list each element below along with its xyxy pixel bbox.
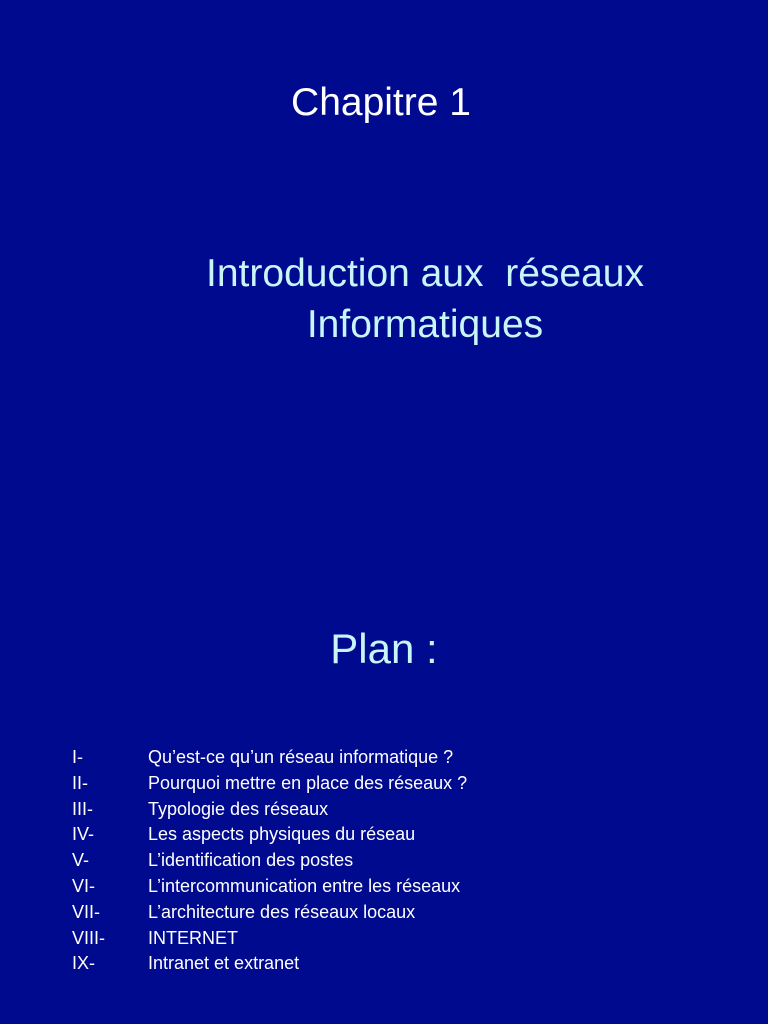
plan-item-9 [72, 951, 752, 977]
plan-item-5 [72, 848, 752, 874]
title-line-2: Informatiques [306, 303, 544, 346]
title-line-1: Introduction aux réseaux [206, 252, 644, 295]
plan-item-text: Les aspects physiques du réseau [148, 824, 416, 845]
plan-item-4 [72, 822, 752, 848]
plan-item-text: Pourquoi mettre en place des réseaux ? [148, 772, 468, 793]
chapter-label: Chapitre 1 [291, 81, 471, 124]
plan-item-text: INTERNET [148, 927, 238, 948]
plan-item-number: III- [72, 798, 93, 819]
plan-item-number: VI- [72, 875, 96, 896]
plan-item-1 [72, 745, 752, 771]
plan-item-text: Intranet et extranet [148, 953, 300, 974]
plan-item-number: II- [72, 772, 88, 793]
plan-item-number: VIII- [72, 927, 106, 948]
plan-item-6 [72, 874, 752, 900]
plan-item-2 [72, 771, 752, 797]
plan-item-number: VII- [72, 901, 101, 922]
plan-item-text: L’architecture des réseaux locaux [148, 901, 416, 922]
plan-item-number: I- [72, 747, 83, 767]
plan-item-text: Typologie des réseaux [148, 798, 329, 819]
plan-item-3 [72, 797, 752, 823]
plan-item-text: L’intercommunication entre les réseaux [148, 875, 461, 896]
plan-heading: Plan : [330, 625, 438, 672]
plan-item-8 [72, 926, 752, 952]
page-title [90, 248, 760, 350]
plan-item-text: L’identification des postes [148, 850, 354, 871]
plan-item-number: IV- [72, 824, 95, 845]
plan-item-text: Qu’est-ce qu’un réseau informatique ? [148, 747, 454, 767]
plan-item-number: V- [72, 850, 90, 871]
plan-item-7 [72, 900, 752, 926]
plan-list [72, 745, 752, 977]
plan-item-number: IX- [72, 953, 96, 974]
